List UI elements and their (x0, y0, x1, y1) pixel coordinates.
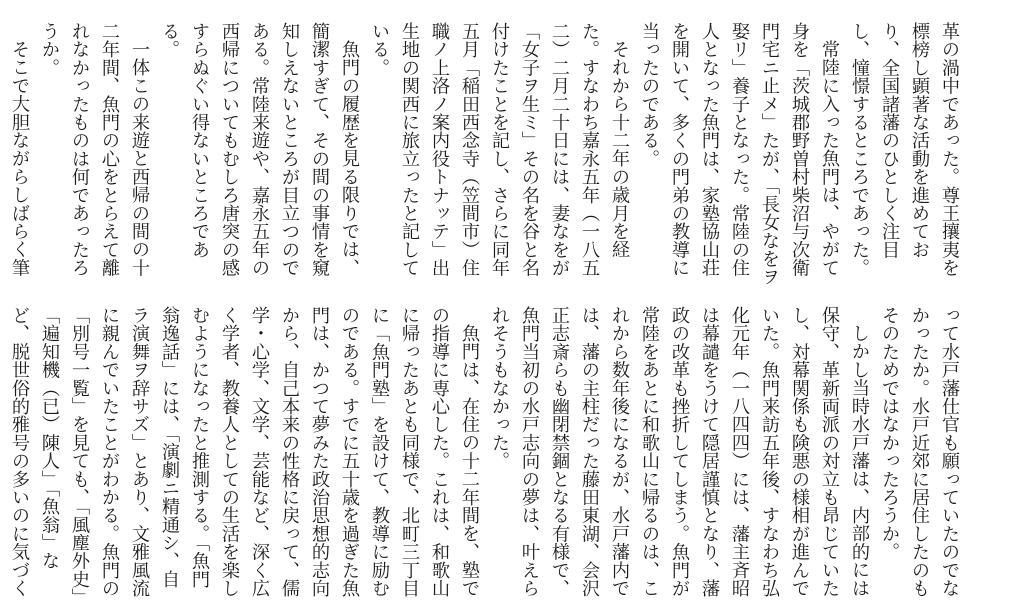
lower-text-block (9, 306, 964, 606)
paragraph: 革の渦中であった。尊王攘夷を標榜し顕著な活動を進めており、全国諸藩のひとしく注目し、憧憬するところであった。 (849, 22, 960, 277)
upper-text-block (9, 22, 964, 294)
paragraph: って水戸藩仕官も願っていたのでなかったか。水戸近郊に居住したのもそのためではなかったろうか。 (879, 306, 960, 598)
paragraph: 常陸に入った魚門は、やがて身を「茨城郡野曽村柴沼与次衛門宅ニ止メ」たが、「長女なをヲ娶リ」養子となった。常陸の住人となった魚門は、家塾協山荘を開いて、多くの門弟の教導に当ったのである。 (639, 22, 840, 286)
paragraph: 魚門の履歴を見る限りでは、簡潔すぎて、その間の事情を窺知しえないところが目立つのである。常陸来遊や、嘉永五年の西帰についてもむしろ唐突の感すらぬぐい得ないところである。 (159, 22, 360, 277)
paragraph: そこで大胆ながらしばらく筆 (9, 40, 30, 277)
paragraph: 一体この来遊と西帰の間の十二年間、魚門の心をとらえて離れなかったものは何であったろうか。 (39, 22, 150, 277)
paragraph: 魚門は、在住の十二年間を、塾での指導に専心した。これは、和歌山に帰ったあとも同様で、北町三丁目に「魚門塾」を設けて、教導に励むのである。すでに五十歳を過ぎた魚門は、かつて夢みた政治思想的志向から、自己本来の性格に戻って、儒学・心学、文学、芸能など、深く広く学者、教養人としての生活を楽しむようになったと推測する。「魚門翁逸話」には、「演劇ニ精通シ、自ラ演舞ヲ辞サズ」とあり、文雅風流に親んでいたことがわかる。魚門の「別号一覧」を見ても、「風塵外史」「遍知機（已）陳人」「魚翁」など、脱世俗的雅号の多いのに気づく (9, 306, 480, 598)
paragraph: それから十二年の歳月を経た。すなわち嘉永五年（一八五二）二月二十日には、妻なをが「女子ヲ生ミ」その名を谷と名付けたことを記し、さらに同年五月「稲田西念寺（笠間市）住職ノ上洛ノ案内役トナッテ」出生地の関西に旅立ったと記している。 (369, 22, 630, 277)
paragraph: しかし当時水戸藩は、内部的には保守、革新両派の対立も昂じていたし、対幕関係も険悪の様相が進んでいた。魚門来訪五年後、すなわち弘化元年（一八四四）には、藩主斉昭は幕譴をうけて隠居謹慎となり、藩政の改革も挫折してしまう。魚門が常陸をあとに和歌山に帰るのは、これから数年後になるが、水戸藩内では、藩の主柱だった藤田東湖、会沢正志斎らも幽閉禁錮となる有様で、魚門当初の水戸志向の夢は、叶えられそうもなかった。 (489, 306, 870, 598)
